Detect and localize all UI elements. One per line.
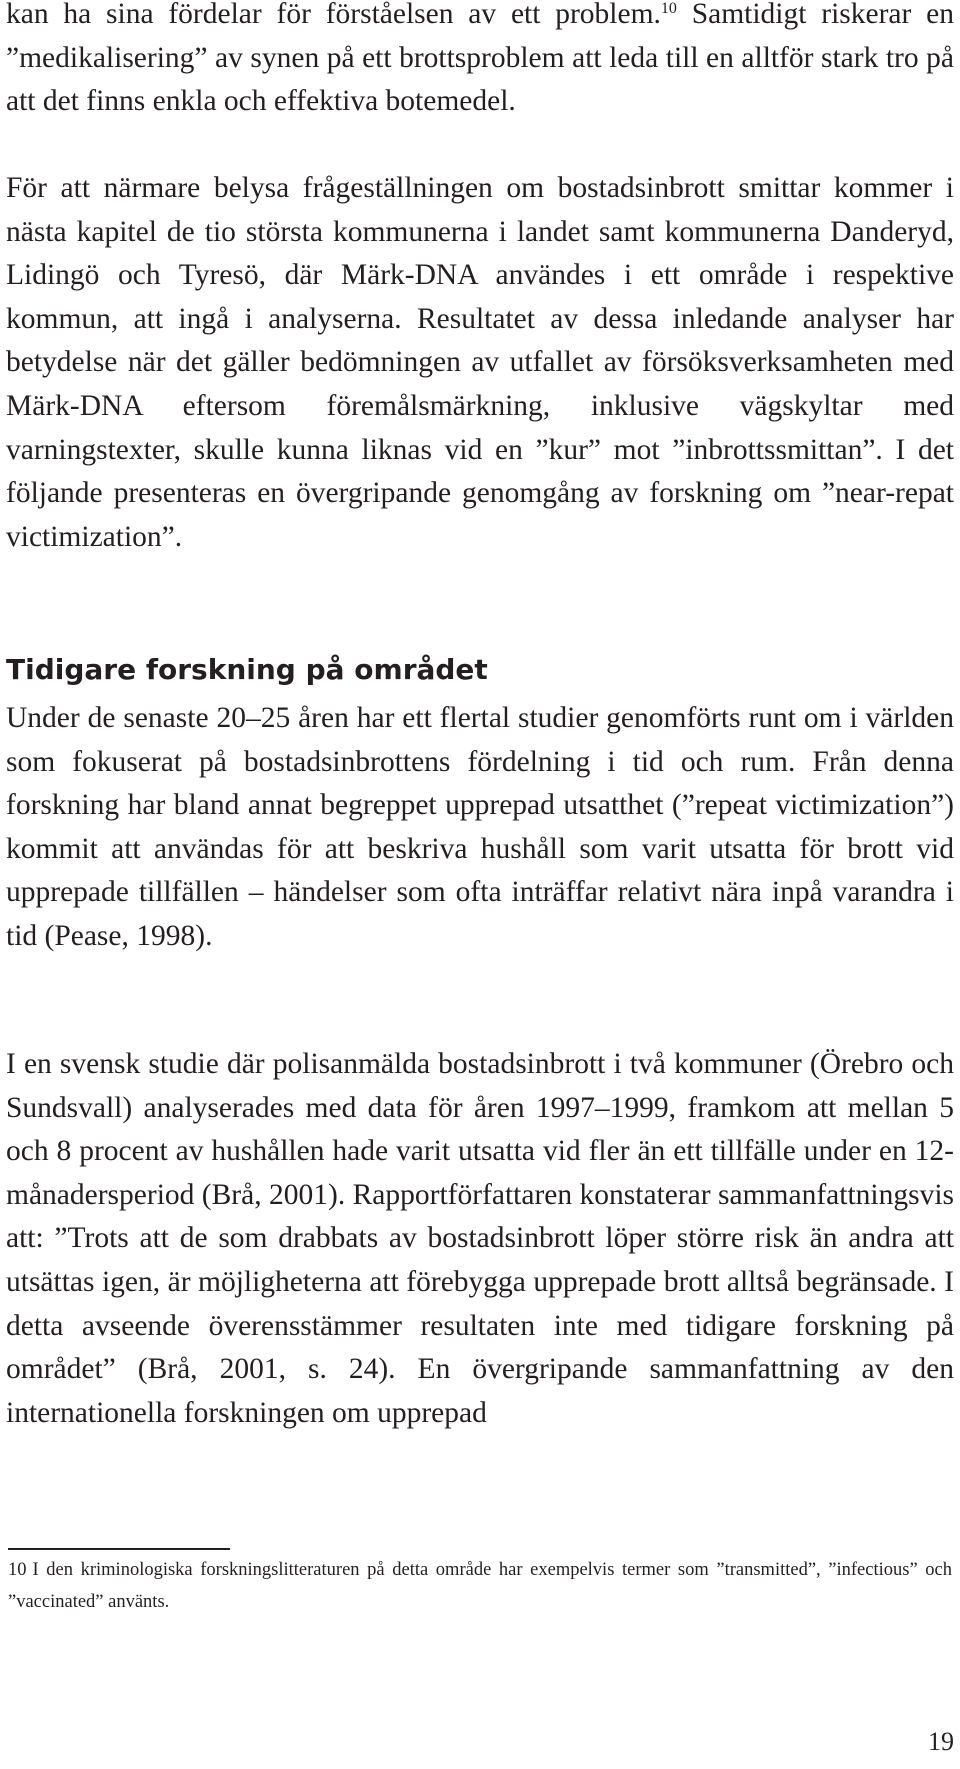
paragraph-swedish-study: I en svensk studie där polisanmälda bostadsinbrott i två kommuner (Örebro och Sundsvall) analyserades med data för åren 1997–1999, framkom att mellan 5 och 8 procent av hushållen hade varit utsatta vid fler än ett tillfälle under en 12-månadersperiod (Brå, 2001). Rapportförfattaren konstaterar sammanfattningsvis att: ”Trots att de som drabbats av bostadsinbrott löper större risk än andra att utsättas igen, är möjligheterna att förebygga upprepade brott alltså begränsade. I detta avseende överensstämmer resultaten inte med tidigare forskning på området” (Brå, 2001, s. 24). En övergripande sammanfattning av den internationella forskningen om upprepad bbox=[6, 1048, 954, 1429]
page-number: 19 bbox=[928, 1727, 954, 1756]
paragraph-previous-research: Under de senaste 20–25 åren har ett flertal studier genomförts runt om i världen som fokuserat på bostadsinbrottens fördelning i tid och rum. Från denna forskning har bland annat begreppet upprepad utsatthet (”repeat victimization”) kommit att användas för att beskriva hushåll som varit utsatta för brott vid upprepade tillfällen – händelser som ofta inträffar relativt nära inpå varandra i tid (Pease, 1998). bbox=[6, 702, 954, 952]
paragraph-intro-continuation bbox=[6, 0, 954, 124]
footnote-reference[interactable]: 10 bbox=[660, 0, 677, 17]
footnote bbox=[8, 1554, 952, 1618]
footnote-divider bbox=[8, 1548, 230, 1550]
section-heading: Tidigare forskning på området bbox=[6, 653, 488, 686]
footnote-text: I den kriminologiska forskningslitteraturen på detta område har exempelvis termer som ”transmitted”, ”infectious” och ”vaccinated” använts. bbox=[8, 1560, 952, 1612]
footnote-number: 10 bbox=[8, 1560, 27, 1580]
paragraph-text: kan ha sina fördelar för förståelsen av ett problem. bbox=[6, 0, 661, 30]
paragraph-text: Samtidigt riskerar en ”medikalisering” av synen på ett brottsproblem att leda till en alltför stark tro på att det finns enkla och effektiva botemedel. bbox=[6, 0, 954, 118]
paragraph-burglary-contagion: För att närmare belysa frågeställningen om bostadsinbrott smittar kommer i nästa kapitel de tio största kommunerna i landet samt kommunerna Danderyd, Lidingö och Tyresö, där Märk-DNA användes i ett område i respektive kommun, att ingå i analyserna. Resultatet av dessa inledande analyser har betydelse när det gäller bedömningen av utfallet av försöksverksamheten med Märk-DNA eftersom föremålsmärkning, inklusive vägskyltar med varningstexter, skulle kunna liknas vid en ”kur” mot ”inbrottssmittan”. I det följande presenteras en övergripande genomgång av forskning om ”near-repat victimization”. bbox=[6, 172, 954, 553]
